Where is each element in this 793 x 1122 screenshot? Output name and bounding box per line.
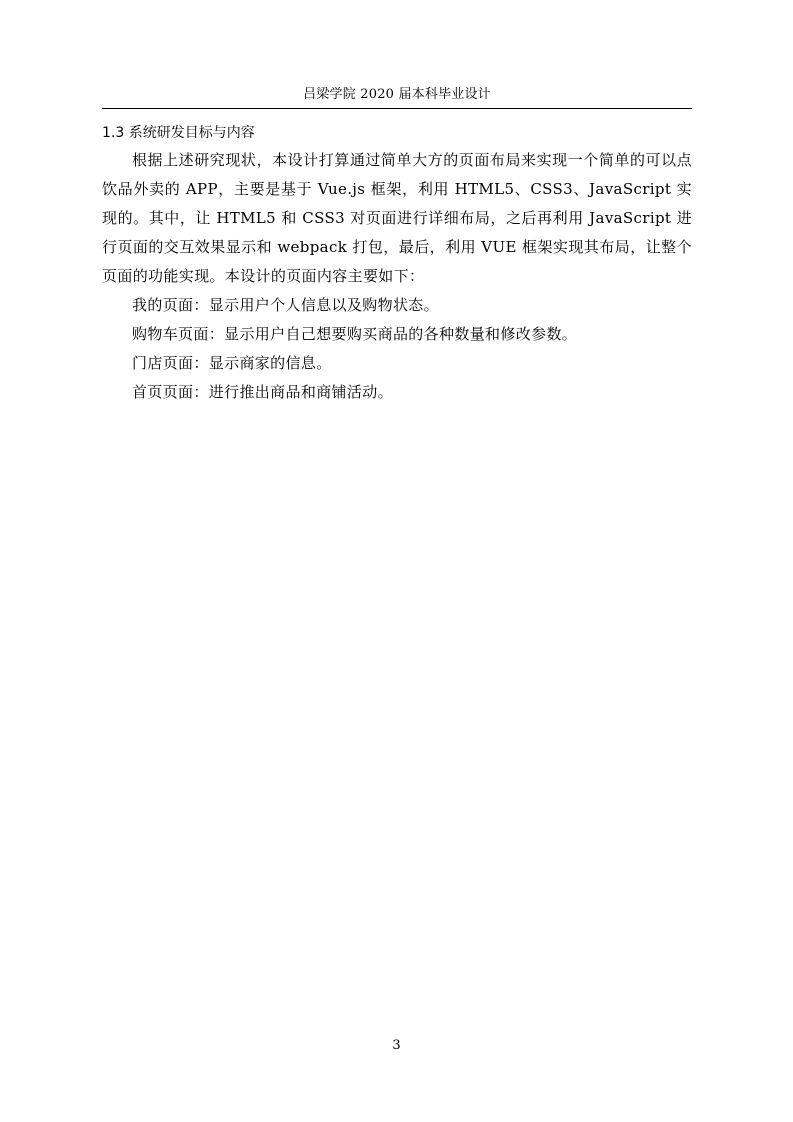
section-heading: 1.3 系统研发目标与内容 <box>102 125 255 141</box>
section-body <box>102 146 692 407</box>
content-item-home-page: 首页页面：进行推出商品和商铺活动。 <box>132 383 393 401</box>
content-item-cart-page: 购物车页面：显示用户自己想要购买商品的各种数量和修改参数。 <box>132 325 578 343</box>
running-header: 吕梁学院 2020 届本科毕业设计 <box>303 87 491 102</box>
content-item-store-page: 门店页面：显示商家的信息。 <box>132 354 332 372</box>
content-item-my-page: 我的页面：显示用户个人信息以及购物状态。 <box>132 296 440 314</box>
header-rule <box>102 108 692 109</box>
intro-paragraph: 根据上述研究现状，本设计打算通过简单大方的页面布局来实现一个简单的可以点饮品外卖的 APP，主要是基于 Vue.js 框架，利用 HTML5、CSS3、JavaScript 实现的。其中，让 HTML5 和 CSS3 对页面进行详细布局，之后再利用 JavaScript 进行页面的交互效果显示和 webpack 打包，最后，利用 VUE 框架实现其布局，让整个页面的功能实现。本设计的页面内容主要如下： <box>102 151 692 285</box>
page-number: 3 <box>392 1038 401 1053</box>
